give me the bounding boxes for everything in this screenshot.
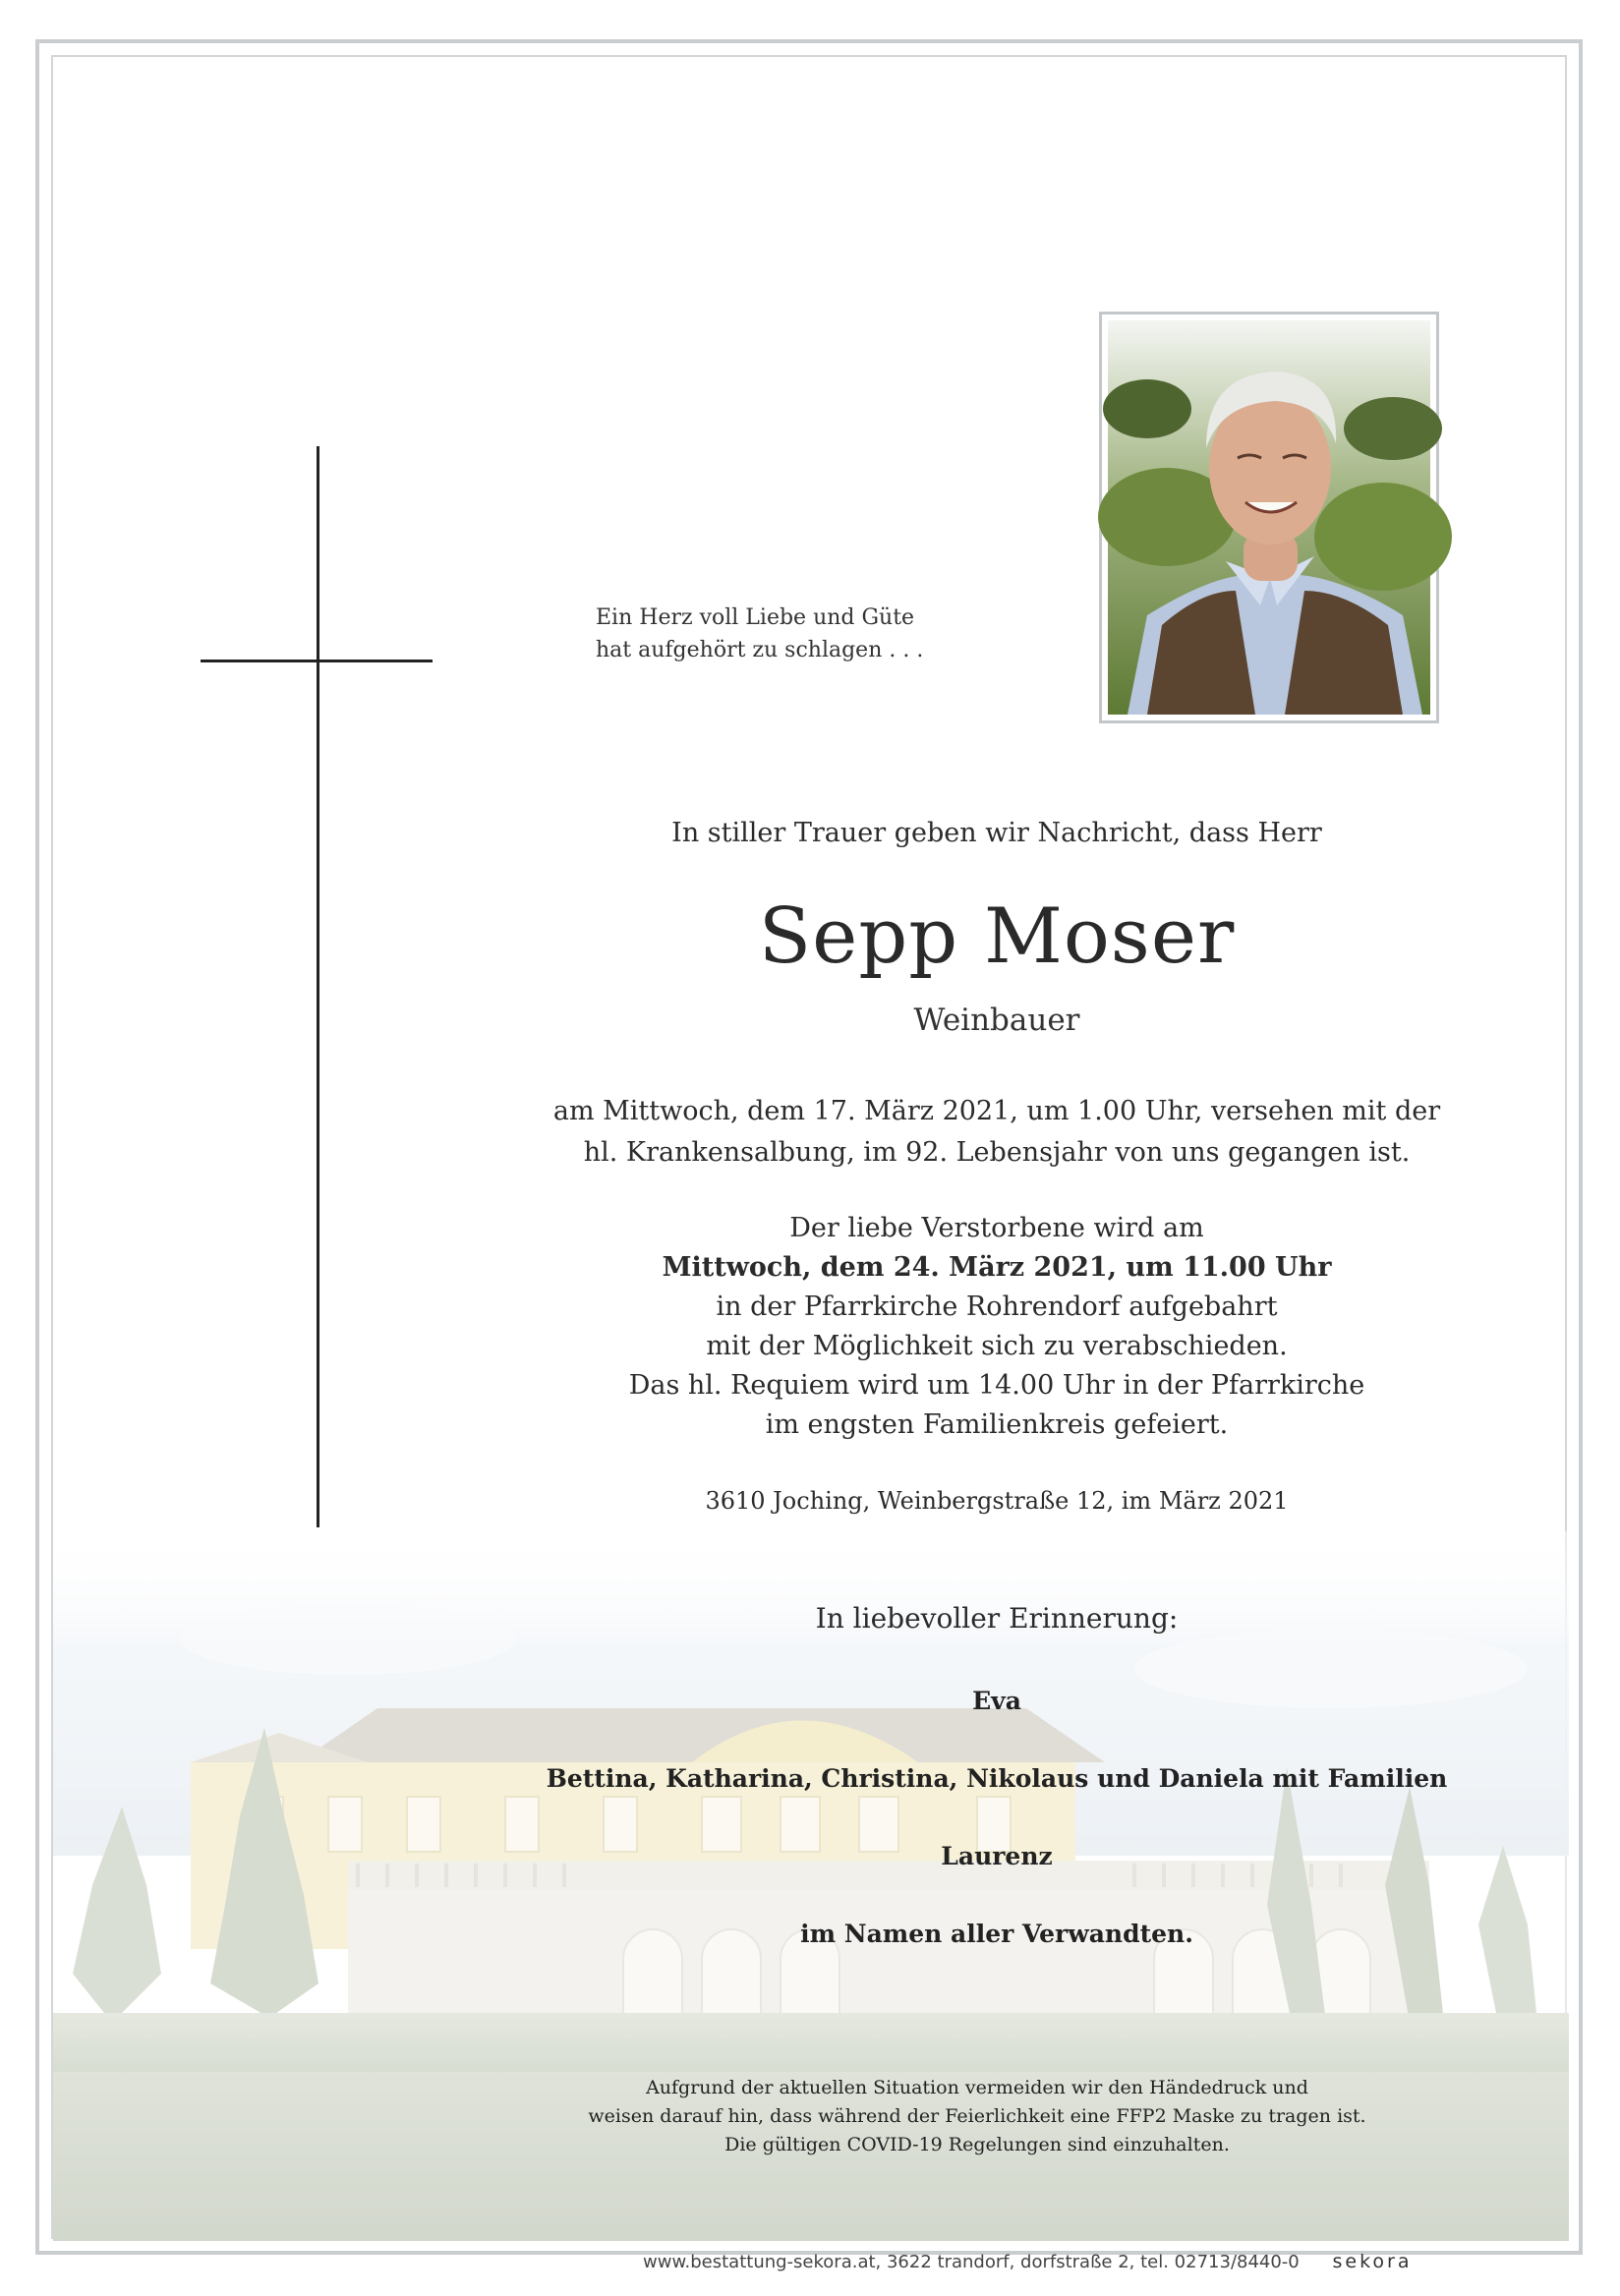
- death-notice: [377, 1091, 1616, 1174]
- quote-line-1: Ein Herz voll Liebe und Güte: [596, 605, 915, 630]
- family-member-2: Bettina, Katharina, Christina, Nikolaus und Daniela mit Familien: [546, 1764, 1448, 1793]
- death-line-1: am Mittwoch, dem 17. März 2021, um 1.00 Uhr, versehen mit der: [552, 1096, 1441, 1126]
- footer-contact: www.bestattung-sekora.at, 3622 trandorf, dorfstraße 2, tel. 02713/8440-0: [643, 2252, 1300, 2272]
- funeral-line-5: Das hl. Requiem wird um 14.00 Uhr in der Pfarrkirche: [628, 1370, 1365, 1401]
- funeral-line-1: Der liebe Verstorbene wird am: [789, 1213, 1204, 1243]
- occupation: Weinbauer: [913, 1003, 1080, 1038]
- cross-vertical-beam: [317, 446, 319, 1527]
- quote-line-2: hat aufgehört zu schlagen . . .: [596, 638, 924, 662]
- cross-horizontal-beam: [201, 660, 433, 662]
- covid-notice: [486, 2074, 1469, 2159]
- obituary-card: [51, 55, 1567, 2272]
- family-member-1: Eva: [972, 1687, 1021, 1715]
- memory-heading: In liebevoller Erinnerung:: [815, 1602, 1179, 1635]
- memorial-quote: [596, 602, 950, 666]
- notice-line-2: weisen darauf hin, dass während der Feierlichkeit eine FFP2 Maske zu tragen ist.: [588, 2105, 1366, 2127]
- family-member-3: Laurenz: [941, 1842, 1053, 1870]
- intro-text: In stiller Trauer geben wir Nachricht, dass Herr: [671, 818, 1322, 848]
- family-relatives: im Namen aller Verwandten.: [800, 1920, 1193, 1948]
- funeral-line-3: in der Pfarrkirche Rohrendorf aufgebahrt: [716, 1292, 1278, 1322]
- funeral-details: [377, 1209, 1616, 1445]
- place-and-date: 3610 Joching, Weinbergstraße 12, im März 2021: [705, 1487, 1289, 1515]
- deceased-name: Sepp Moser: [758, 892, 1236, 981]
- death-line-2: hl. Krankensalbung, im 92. Lebensjahr von uns gegangen ist.: [583, 1137, 1411, 1168]
- portrait-photo: [1099, 312, 1439, 723]
- notice-line-1: Aufgrund der aktuellen Situation vermeiden wir den Händedruck und: [646, 2077, 1308, 2098]
- notice-line-3: Die gültigen COVID-19 Regelungen sind einzuhalten.: [724, 2134, 1230, 2155]
- funeral-line-6: im engsten Familienkreis gefeiert.: [765, 1409, 1229, 1440]
- funeral-date: Mittwoch, dem 24. März 2021, um 11.00 Uhr: [662, 1252, 1332, 1283]
- funeral-home-footer: [643, 2251, 1528, 2272]
- sekora-logo: sekora: [1332, 2251, 1413, 2272]
- funeral-line-4: mit der Möglichkeit sich zu verabschieden.: [706, 1331, 1288, 1361]
